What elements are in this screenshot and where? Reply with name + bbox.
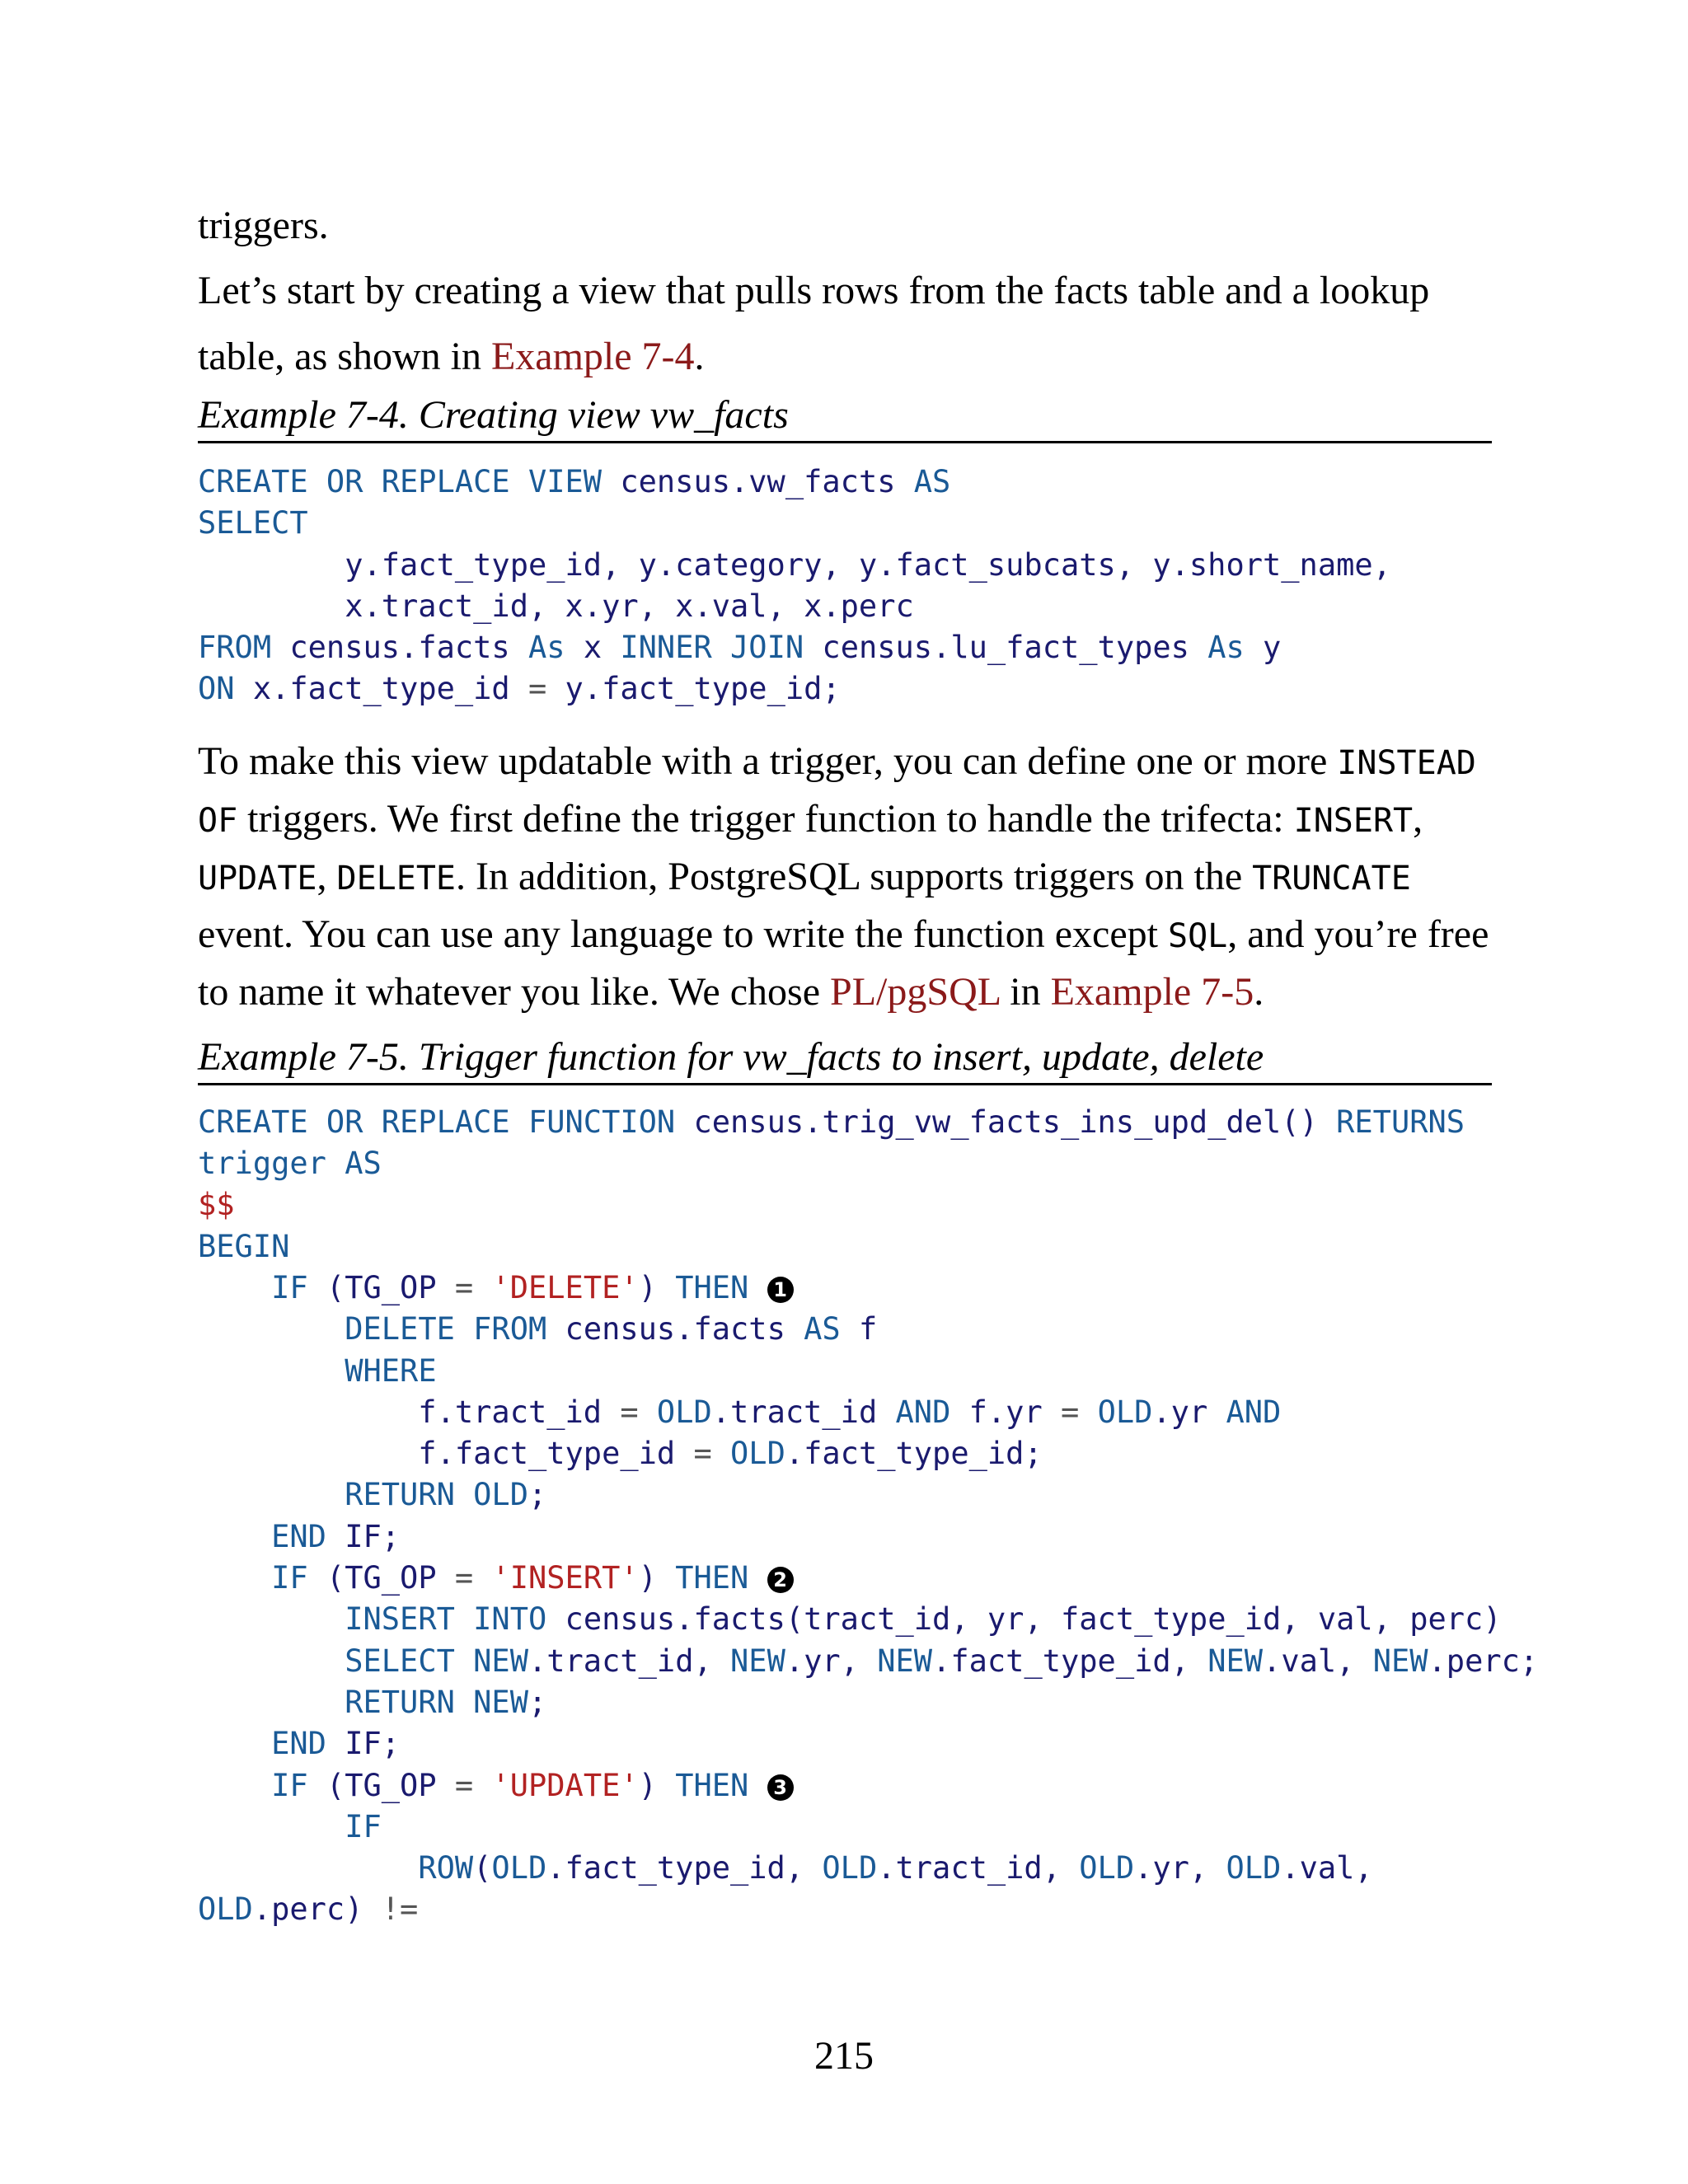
example-7-4-caption: Example 7-4. Creating view vw_facts: [198, 390, 1492, 443]
callout-2-icon: 2: [767, 1567, 794, 1593]
para-text: . In addition, PostgreSQL supports triggers on the: [456, 854, 1253, 898]
inline-code: SQL: [1167, 916, 1228, 955]
para-text: ,: [316, 854, 337, 898]
callout-3-icon: 3: [767, 1774, 794, 1801]
inline-code: TRUNCATE: [1252, 859, 1411, 898]
inline-code: DELETE: [336, 859, 456, 898]
trigger-paragraph: [198, 733, 1492, 1020]
page-body: [198, 194, 1539, 1931]
para-text: ,: [1413, 796, 1423, 841]
para-text: in: [1000, 969, 1051, 1014]
example-7-5-code: CREATE OR REPLACE FUNCTION census.trig_vw_facts_ins_upd_del() RETURNS trigger AS $$ BEGIN IF (TG_OP = 'DELETE') THEN 1 DELETE FROM census.facts AS f WHERE f.tract_id = OLD.tract_id AND f.yr = OLD.yr AND f.fact_type_id = OLD.fact_type_id; RETURN OLD; END IF; IF (TG_OP = 'INSERT') THEN 2 INSERT INTO census.facts(tract_id, yr, fact_type_id, val, perc) SELECT NEW.tract_id, NEW.yr, NEW.fact_type_id, NEW.val, NEW.perc; RETURN NEW; END IF; IF (TG_OP = 'UPDATE') THEN 3 IF ROW(OLD.fact_type_id, OLD.tract_id, OLD.yr, OLD.val, OLD.perc) !=: [198, 1104, 1539, 1928]
para-text: , and you’re free to name it whatever you like. We chose: [198, 912, 1489, 1014]
example-7-5-caption: Example 7-5. Trigger function for vw_facts to insert, update, delete: [198, 1032, 1492, 1085]
inline-code: INSTEAD OF: [198, 743, 1476, 840]
example-7-5-link[interactable]: Example 7-5: [1050, 969, 1254, 1014]
intro-fragment: triggers.: [198, 204, 329, 247]
intro-paragraph: [198, 258, 1492, 390]
intro-period: .: [694, 335, 705, 378]
para-text: .: [1254, 969, 1264, 1014]
callout-1-icon: 1: [767, 1277, 794, 1303]
intro-text: Let’s start by creating a view that pulls rows from the facts table and a lookup table, as shown in: [198, 269, 1430, 378]
inline-code: UPDATE: [198, 859, 317, 898]
page-number: 215: [814, 2034, 874, 2078]
para-text: event. You can use any language to write the function except: [198, 912, 1168, 956]
para-text: triggers. We first define the trigger function to handle the trifecta:: [237, 796, 1294, 841]
example-7-4-code: CREATE OR REPLACE VIEW census.vw_facts AS SELECT y.fact_type_id, y.category, y.fact_subcats, y.short_name, x.tract_id, x.yr, x.val, x.perc FROM census.facts As x INNER JOIN census.lu_fact_types As y ON x.fact_type_id = y.fact_type_id;: [198, 464, 1391, 707]
example-7-4-link[interactable]: Example 7-4: [490, 335, 695, 378]
para-text: To make this view updatable with a trigger, you can define one or more: [198, 738, 1338, 783]
inline-code: INSERT: [1293, 801, 1414, 840]
plpgsql-link[interactable]: PL/pgSQL: [830, 969, 1001, 1014]
